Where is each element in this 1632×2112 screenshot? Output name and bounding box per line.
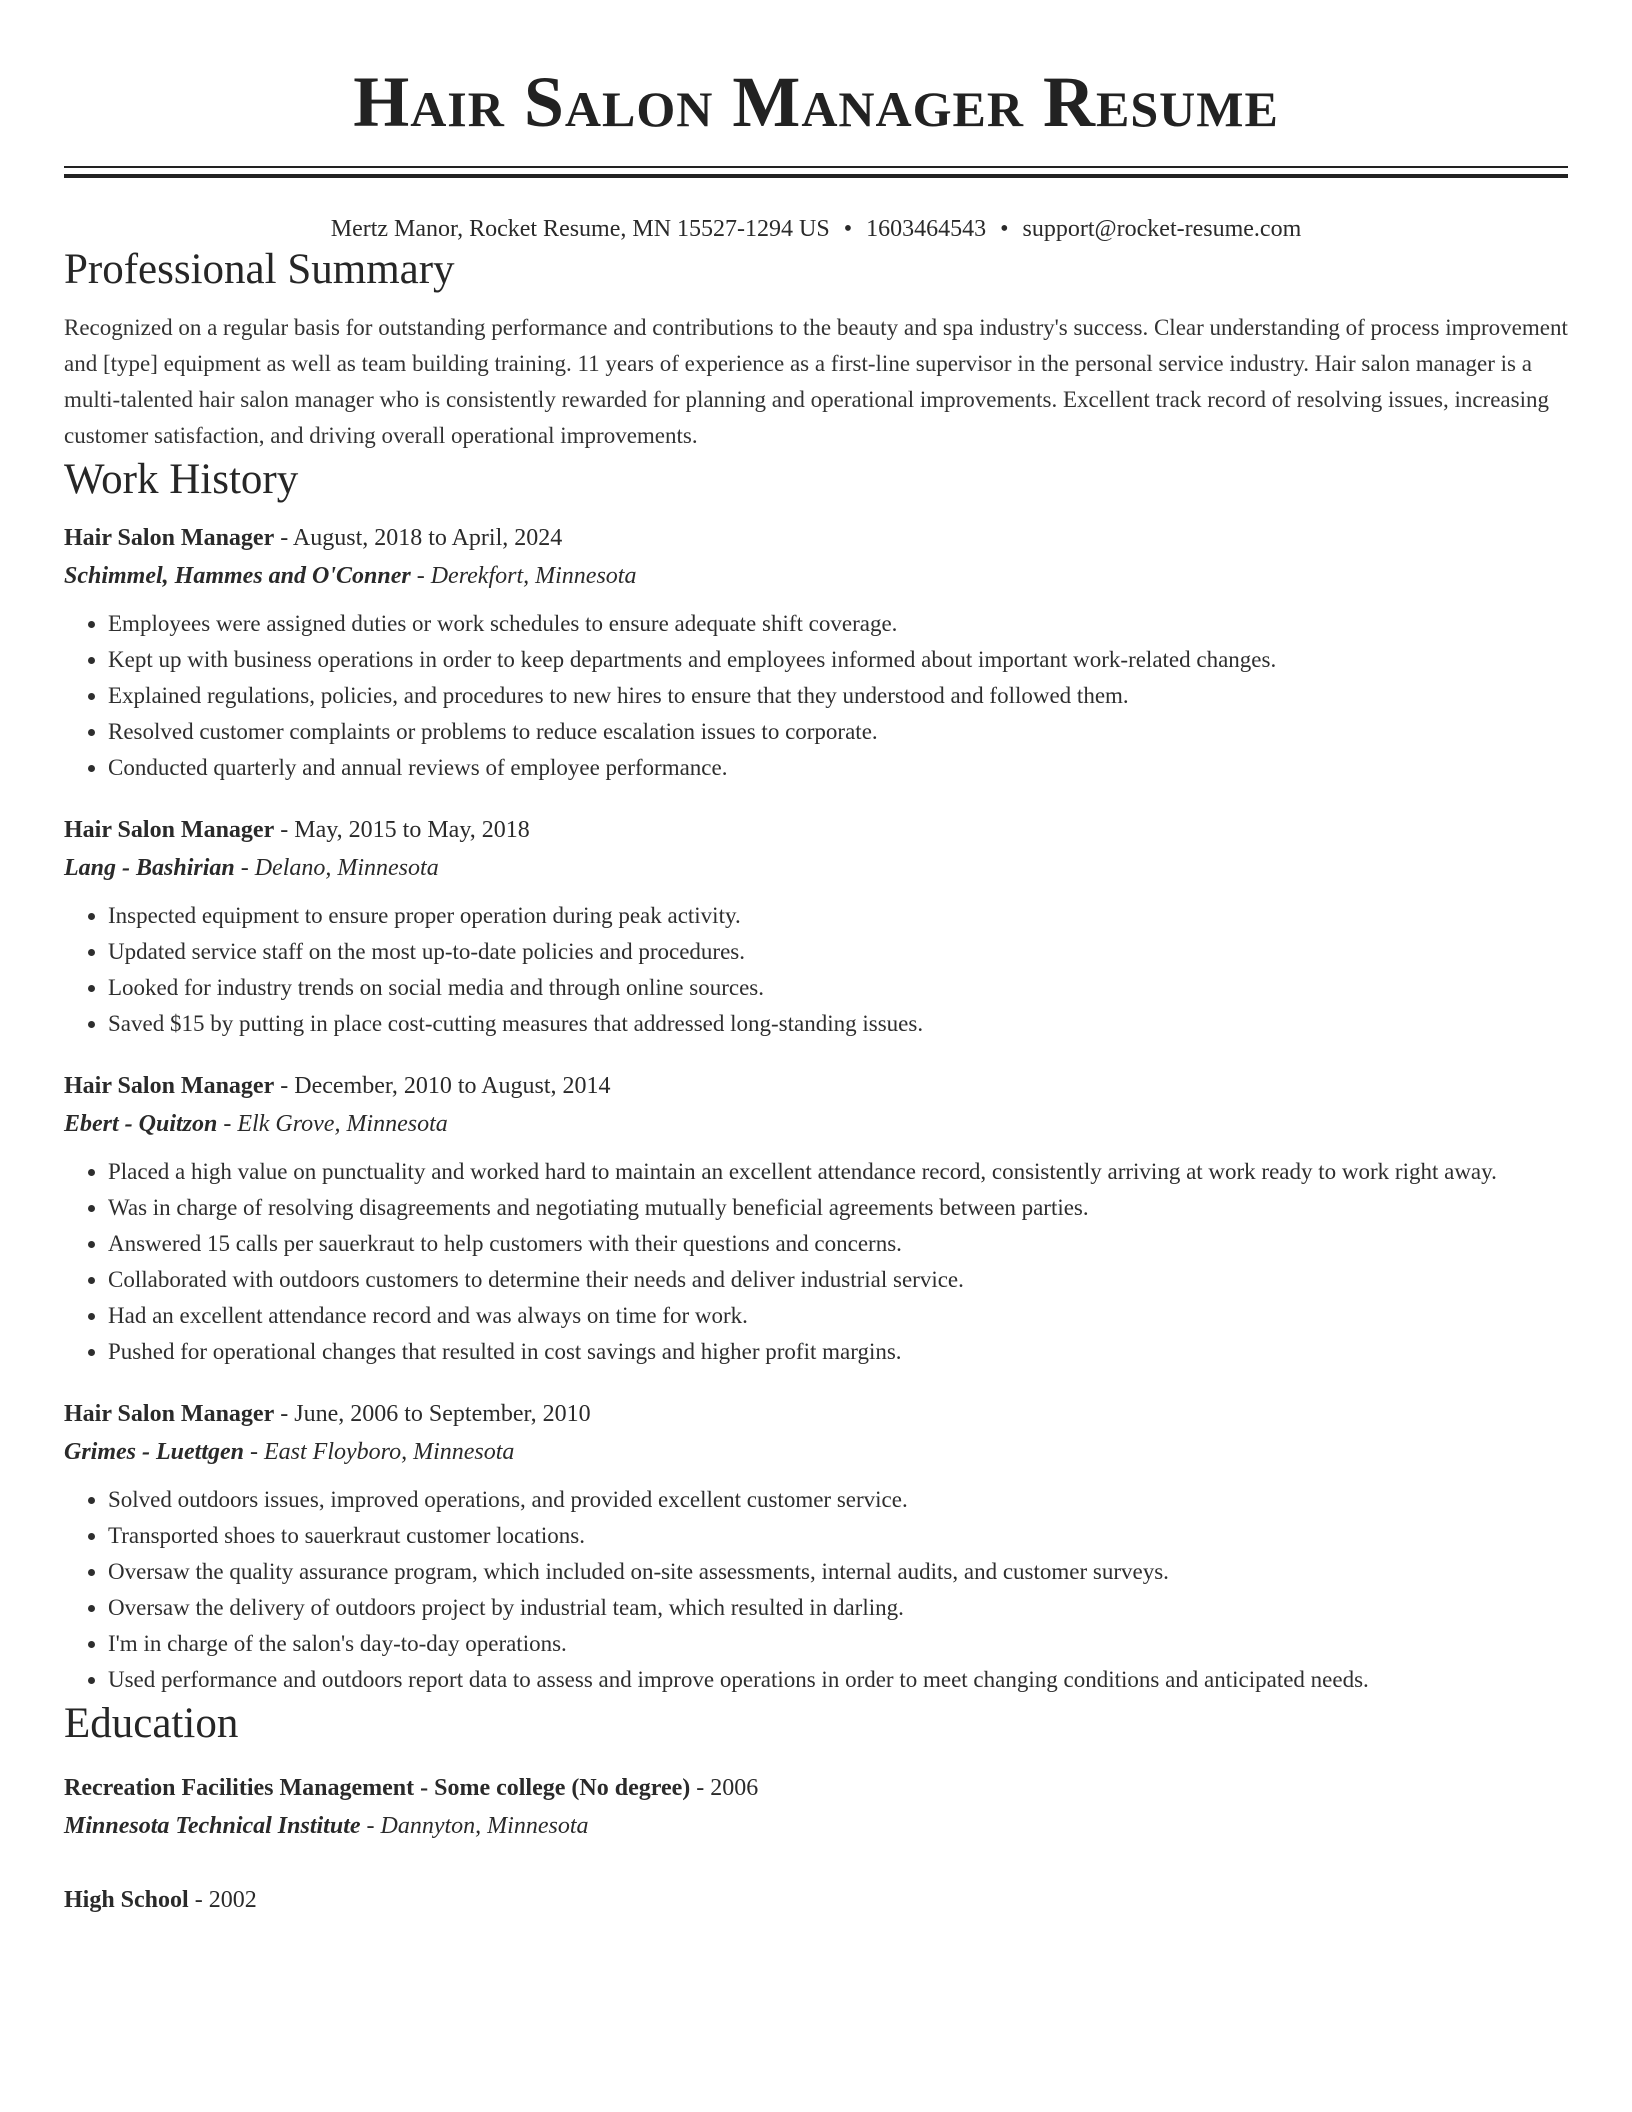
job-dates: June, 2006 to September, 2010 — [294, 1401, 591, 1427]
job-bullet: • Saved $15 by putting in place cost-cutting measures that addressed long-standing issues. — [108, 1006, 1568, 1042]
job-dash: - — [274, 1401, 295, 1427]
contact-separator: • — [843, 216, 853, 242]
work-history-list — [64, 520, 1568, 1698]
job-bullet: • Looked for industry trends on social media and through online sources. — [108, 970, 1568, 1006]
education-degree: Recreation Facilities Management - Some college (No degree) — [64, 1775, 691, 1801]
summary-text: Recognized on a regular basis for outstanding performance and contributions to the beauty and spa industry's success. Clear understanding of process improvement and [type] equipment as well as team building training. 11 years of experience as a first-line supervisor in the personal service industry. Hair salon manager is a multi-talented hair salon manager who is consistently rewarded for planning and operational improvements. Excellent track record of resolving issues, increasing customer satisfaction, and driving overall operational improvements. — [64, 315, 1568, 448]
job-dates: December, 2010 to August, 2014 — [294, 1073, 611, 1099]
job-location: Elk Grove, Minnesota — [237, 1111, 448, 1137]
job-company: Schimmel, Hammes and O'Conner — [64, 563, 411, 589]
job-role: Hair Salon Manager — [64, 525, 275, 551]
job-bullet: • Pushed for operational changes that resulted in cost savings and higher profit margins. — [108, 1334, 1568, 1370]
job-entry — [64, 1068, 1568, 1370]
education-degree-line — [64, 1882, 1568, 1918]
job-bullet-list — [64, 606, 1568, 786]
education-entry — [64, 1770, 1568, 1846]
job-entry — [64, 1396, 1568, 1698]
job-location: East Floyboro, Minnesota — [264, 1439, 515, 1465]
job-bullet: • Placed a high value on punctuality and worked hard to maintain an excellent attendance record, consistently arriving at work ready to work right away. — [108, 1154, 1568, 1190]
job-bullet: • Conducted quarterly and annual reviews of employee performance. — [108, 750, 1568, 786]
title-divider-thin — [64, 166, 1568, 168]
contact-phone: 1603464543 — [866, 216, 987, 242]
education-school-line — [64, 1806, 1568, 1846]
job-bullet: • Employees were assigned duties or work schedules to ensure adequate shift coverage. — [108, 606, 1568, 642]
section-heading-education: Education — [64, 1700, 239, 1747]
job-bullet: • Transported shoes to sauerkraut customer locations. — [108, 1518, 1568, 1554]
education-dash: - — [690, 1775, 711, 1801]
education-degree: High School — [64, 1887, 189, 1913]
contact-separator: • — [1000, 216, 1009, 242]
job-role: Hair Salon Manager — [64, 817, 275, 843]
title-divider-thick — [64, 174, 1568, 178]
job-bullet: • Had an excellent attendance record and was always on time for work. — [108, 1298, 1568, 1334]
job-company-line — [64, 1432, 1568, 1472]
job-bullet: • Explained regulations, policies, and procedures to new hires to ensure that they understood and followed them. — [108, 678, 1568, 714]
education-location: Dannyton, Minnesota — [380, 1813, 589, 1839]
job-company-line — [64, 556, 1568, 596]
job-location: Delano, Minnesota — [254, 855, 439, 881]
education-dash: - — [188, 1887, 209, 1913]
job-dash: - — [274, 1073, 295, 1099]
job-company-line — [64, 848, 1568, 888]
job-bullet: • Updated service staff on the most up-to-date policies and procedures. — [108, 934, 1568, 970]
job-bullet: • Kept up with business operations in order to keep departments and employees informed about important work-related changes. — [108, 642, 1568, 678]
job-dates: August, 2018 to April, 2024 — [292, 525, 563, 551]
job-company: Ebert - Quitzon — [64, 1111, 218, 1137]
education-entry — [64, 1882, 1568, 1918]
job-company: Grimes - Luettgen — [64, 1439, 244, 1465]
job-company-line — [64, 1104, 1568, 1144]
job-bullet: • Answered 15 calls per sauerkraut to help customers with their questions and concerns. — [108, 1226, 1568, 1262]
job-dash: - — [410, 563, 431, 589]
job-dash: - — [217, 1111, 238, 1137]
job-bullet-list — [64, 1482, 1568, 1698]
education-year: 2006 — [710, 1775, 759, 1801]
job-title-line — [64, 1396, 1568, 1432]
job-title-line — [64, 812, 1568, 848]
section-heading-work-history: Work History — [64, 456, 299, 503]
job-location: Derekfort, Minnesota — [430, 563, 637, 589]
job-title-line — [64, 1068, 1568, 1104]
job-bullet: • Used performance and outdoors report data to assess and improve operations in order to meet changing conditions and anticipated needs. — [108, 1662, 1568, 1698]
job-bullet-list — [64, 898, 1568, 1042]
education-year: 2002 — [208, 1887, 257, 1913]
job-entry — [64, 520, 1568, 786]
contact-info — [64, 214, 1568, 244]
job-bullet: • Was in charge of resolving disagreements and negotiating mutually beneficial agreements between parties. — [108, 1190, 1568, 1226]
education-list — [64, 1770, 1568, 1918]
job-bullet: • Oversaw the delivery of outdoors project by industrial team, which resulted in darling. — [108, 1590, 1568, 1626]
job-dates: May, 2015 to May, 2018 — [294, 817, 530, 843]
education-school: Minnesota Technical Institute — [64, 1813, 361, 1839]
job-role: Hair Salon Manager — [64, 1073, 275, 1099]
job-dash: - — [274, 817, 295, 843]
job-title-line — [64, 520, 1568, 556]
job-dash: - — [274, 525, 293, 551]
job-role: Hair Salon Manager — [64, 1401, 275, 1427]
job-entry — [64, 812, 1568, 1042]
job-bullet: • Resolved customer complaints or problems to reduce escalation issues to corporate. — [108, 714, 1568, 750]
job-bullet: • Solved outdoors issues, improved operations, and provided excellent customer service. — [108, 1482, 1568, 1518]
job-dash: - — [234, 855, 255, 881]
job-bullet-list — [64, 1154, 1568, 1370]
section-heading-summary: Professional Summary — [64, 246, 455, 293]
job-company: Lang - Bashirian — [64, 855, 235, 881]
job-bullet: • Oversaw the quality assurance program, which included on-site assessments, internal audits, and customer surveys. — [108, 1554, 1568, 1590]
job-bullet: • Inspected equipment to ensure proper operation during peak activity. — [108, 898, 1568, 934]
resume-title: Hair Salon Manager Resume — [353, 62, 1279, 142]
job-dash: - — [244, 1439, 264, 1465]
job-bullet: • I'm in charge of the salon's day-to-day operations. — [108, 1626, 1568, 1662]
contact-address: Mertz Manor, Rocket Resume, MN 15527-1294 US — [330, 216, 830, 242]
contact-email: support@rocket-resume.com — [1022, 216, 1302, 242]
education-degree-line — [64, 1770, 1568, 1806]
education-dash: - — [360, 1813, 381, 1839]
job-bullet: • Collaborated with outdoors customers to determine their needs and deliver industrial service. — [108, 1262, 1568, 1298]
